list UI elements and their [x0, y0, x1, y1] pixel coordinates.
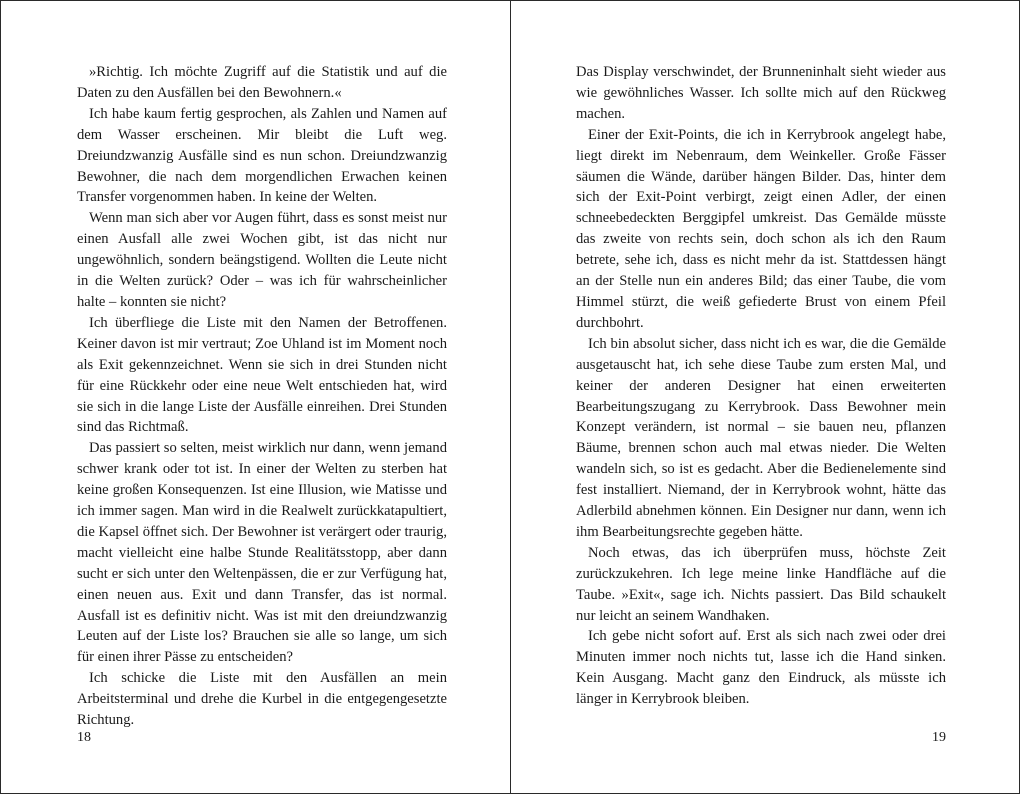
paragraph: Einer der Exit-Points, die ich in Kerrybrook angelegt habe, liegt direkt im Nebenraum, dem Weinkeller. Große Fässer säumen die Wände, darüber hängen Bilder. Das, hinter dem sich der Exit-Point verbirgt, zeigt einen Adler, der einen schneebedeckten Berggipfel umkreist. Das Gemälde müsste das zweite von rechts sein, doch schon als ich den Raum betrete, sehe ich, dass es nicht mehr da ist. Stattdessen hängt an der Stelle nun ein anderes Bild; das einer Taube, die vom Himmel stürzt, die weiß gefiederte Brust von einem Pfeil durchbohrt.: [576, 126, 946, 331]
right-page-text: [576, 62, 946, 710]
left-page: [1, 1, 510, 794]
paragraph: Ich bin absolut sicher, dass nicht ich es war, die die Gemälde ausgetauscht hat, ich sehe diese Taube zum ersten Mal, und keiner der anderen Designer hat einen erweiterten Bearbeitungszugang zu Kerrybrook. Dass Bewohner mein Konzept verändern, ist normal – sie bauen neu, pflanzen Bäume, brennen schon auch mal etwas nieder. Die Welten wandeln sich, so ist es gedacht. Aber die Bedienelemente sind fest installiert. Niemand, der in Kerrybrook wohnt, hätte das Adlerbild abnehmen können. Ein Designer nur dann, wenn ich ihm Bearbeitungsrechte gegeben hätte.: [576, 335, 946, 540]
paragraph: Noch etwas, das ich überprüfen muss, höchste Zeit zurückzukehren. Ich lege meine linke Handfläche auf die Taube. »Exit«, sage ich. Nichts passiert. Das Bild schaukelt nur leicht an seinem Wandhaken.: [576, 544, 946, 624]
paragraph: Das Display verschwindet, der Brunneninhalt sieht wieder aus wie gewöhnliches Wasser. Ich sollte mich auf den Rückweg machen.: [576, 64, 946, 122]
paragraph: Ich überfliege die Liste mit den Namen der Betroffenen. Keiner davon ist mir vertraut; Zoe Uhland ist im Moment noch als Exit gekennzeichnet. Wenn sie sich in drei Stunden nicht für eine Rückkehr oder eine neue Welt entschieden hat, wird sie sich in die lange Liste der Ausfälle einreihen. Drei Stunden sind das Richtmaß.: [77, 314, 447, 436]
paragraph: »Richtig. Ich möchte Zugriff auf die Statistik und auf die Daten zu den Ausfällen bei den Bewohnern.«: [77, 64, 447, 101]
paragraph: Wenn man sich aber vor Augen führt, dass es sonst meist nur einen Ausfall alle zwei Wochen gibt, ist das nicht nur ungewöhnlich, sondern beängstigend. Wollten die Leute nicht in die Welten zurück? Oder – was ich für wahrscheinlicher halte – konnten sie nicht?: [77, 210, 447, 310]
page-number: 18: [77, 730, 91, 745]
paragraph: Ich gebe nicht sofort auf. Erst als sich nach zwei oder drei Minuten immer noch nichts tut, lasse ich die Hand sinken. Kein Ausgang. Macht ganz den Eindruck, als müsste ich länger in Kerrybrook bleiben.: [576, 628, 946, 708]
paragraph: Ich schicke die Liste mit den Ausfällen an mein Arbeitsterminal und drehe die Kurbel in die entgegengesetzte Richtung.: [77, 670, 447, 729]
paragraph: Das passiert so selten, meist wirklich nur dann, wenn jemand schwer krank oder tot ist. In einer der Welten zu sterben hat keine großen Konsequenzen. Ist eine Illusion, wie Matisse und ich immer sagen. Man wird in die Realwelt zurückkatapultiert, die Kapsel öffnet sich. Der Bewohner ist verärgert oder traurig, macht vielleicht eine halbe Stunde Realitätsstopp, aber dann sucht er sich unter den Weltenpässen, die er zur Verfügung hat, einen neuen aus. Exit und dann Transfer, das ist normal. Ausfall ist es definitiv nicht. Was ist mit den dreiundzwanzig Leuten auf der Liste los? Brauchen sie alle so lange, um sich für einen ihrer Pässe zu entscheiden?: [77, 440, 447, 666]
page-number: 19: [932, 730, 946, 745]
paragraph: Ich habe kaum fertig gesprochen, als Zahlen und Namen auf dem Wasser erscheinen. Mir bleibt die Luft weg. Dreiundzwanzig Ausfälle sind es nun schon. Dreiundzwanzig Bewohner, die nach dem morgendlichen Erwachen keinen Transfer vorgenommen haben. In keine der Welten.: [77, 105, 447, 206]
left-page-text: [77, 62, 447, 731]
right-page: [511, 1, 1020, 794]
